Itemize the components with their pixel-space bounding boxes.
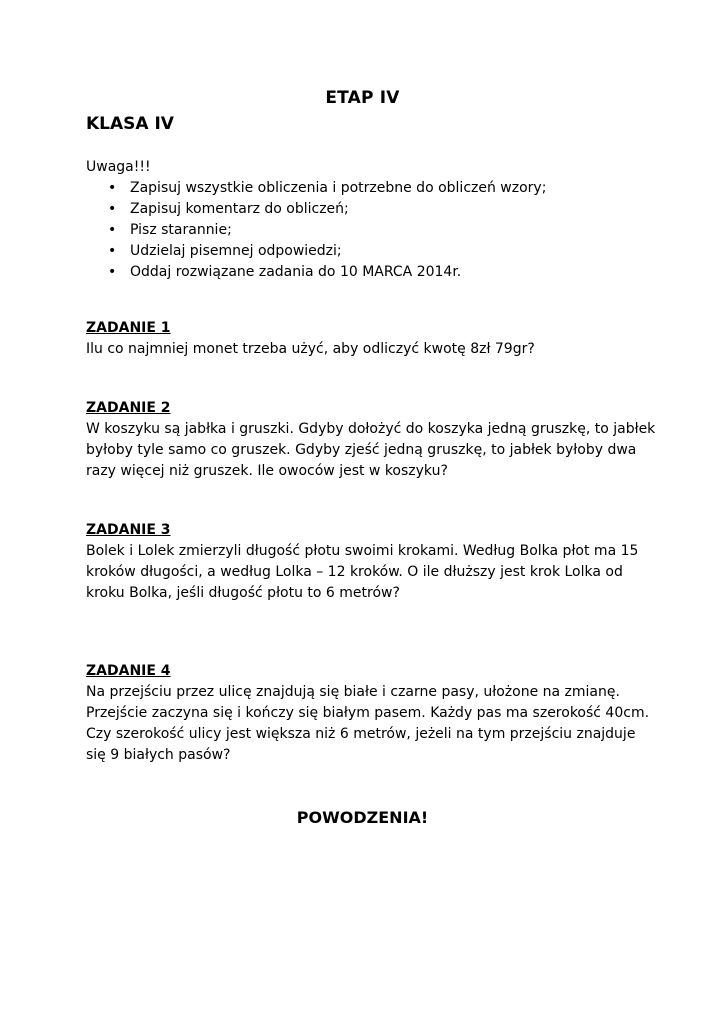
rule-text: Pisz starannie; <box>130 222 232 238</box>
task-line: razy więcej niż gruszek. Ile owoców jest w koszyku? <box>86 463 448 479</box>
task-2 <box>86 398 686 482</box>
task-line: kroku Bolka, jeśli długość płotu to 6 metrów? <box>86 585 400 601</box>
task-line: byłoby tyle samo co gruszek. Gdyby zjeść jedną gruszkę, to jabłek byłoby dwa <box>86 442 637 458</box>
task-heading: ZADANIE 4 <box>86 663 171 679</box>
rule-item <box>86 241 546 262</box>
rule-item <box>86 178 546 199</box>
task-1 <box>86 318 686 360</box>
task-line: kroków długości, a według Lolka – 12 kroków. O ile dłuższy jest krok Lolka od <box>86 564 623 580</box>
rule-text: Zapisuj komentarz do obliczeń; <box>130 201 349 217</box>
task-line: Czy szerokość ulicy jest większa niż 6 metrów, jeżeli na tym przejściu znajduje <box>86 726 636 742</box>
class-label: KLASA IV <box>86 114 174 134</box>
rule-text: Zapisuj wszystkie obliczenia i potrzebne do obliczeń wzory; <box>130 180 547 196</box>
bullet-icon: • <box>108 201 117 217</box>
page-title: ETAP IV <box>325 88 400 108</box>
bullet-icon: • <box>108 180 117 196</box>
intro-note: Uwaga!!! <box>86 159 151 175</box>
rule-text: Oddaj rozwiązane zadania do 10 MARCA 2014r. <box>130 264 462 280</box>
bullet-icon: • <box>108 264 117 280</box>
task-heading: ZADANIE 3 <box>86 522 171 538</box>
task-line: Ilu co najmniej monet trzeba użyć, aby odliczyć kwotę 8zł 79gr? <box>86 341 535 357</box>
task-4 <box>86 661 686 766</box>
task-3 <box>86 520 686 604</box>
task-line: W koszyku są jabłka i gruszki. Gdyby dołożyć do koszyka jedną gruszkę, to jabłek <box>86 421 656 437</box>
task-heading: ZADANIE 1 <box>86 320 171 336</box>
rule-item <box>86 262 546 283</box>
closing-text: POWODZENIA! <box>296 808 429 827</box>
task-line: Bolek i Lolek zmierzyli długość płotu swoimi krokami. Według Bolka płot ma 15 <box>86 543 639 559</box>
rule-item <box>86 220 546 241</box>
rules-list <box>86 178 546 283</box>
rule-item <box>86 199 546 220</box>
task-line: Na przejściu przez ulicę znajdują się białe i czarne pasy, ułożone na zmianę. <box>86 684 620 700</box>
task-line: się 9 białych pasów? <box>86 747 231 763</box>
bullet-icon: • <box>108 243 117 259</box>
bullet-icon: • <box>108 222 117 238</box>
task-line: Przejście zaczyna się i kończy się białym pasem. Każdy pas ma szerokość 40cm. <box>86 705 650 721</box>
task-heading: ZADANIE 2 <box>86 400 171 416</box>
rule-text: Udzielaj pisemnej odpowiedzi; <box>130 243 342 259</box>
